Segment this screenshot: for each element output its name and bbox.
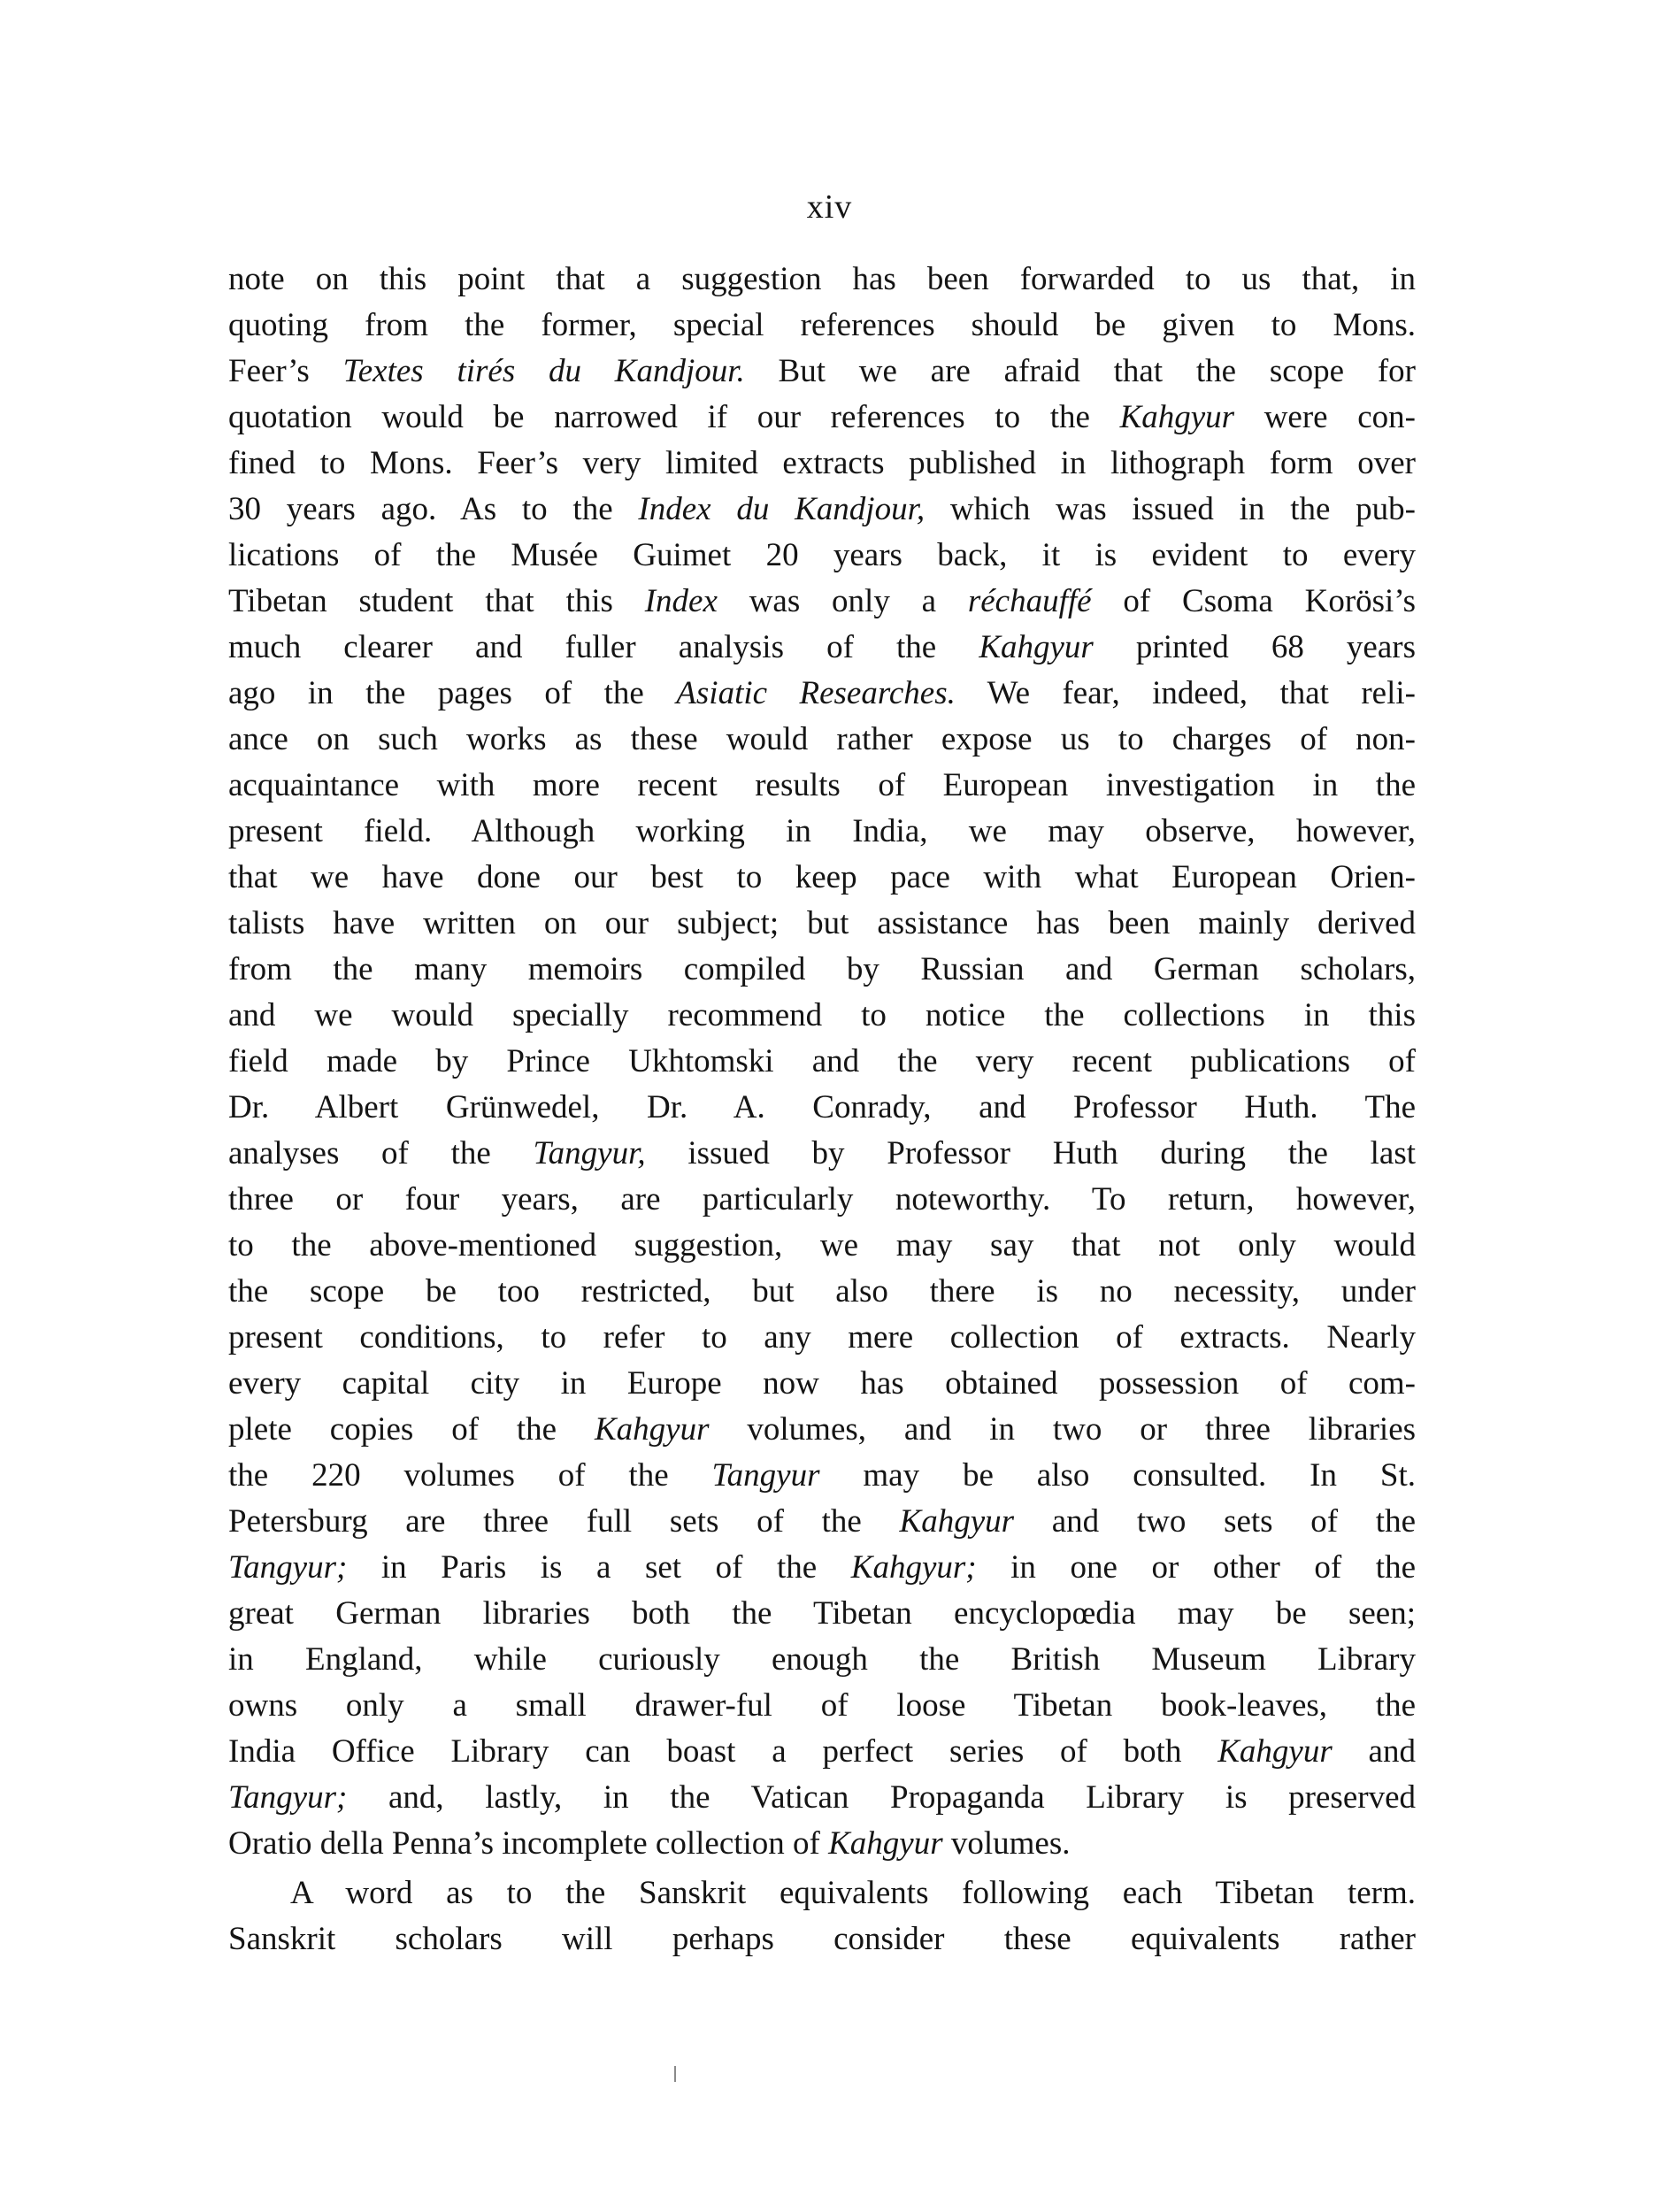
text-run: much clearer and fuller analysis of the bbox=[228, 629, 979, 665]
text-run: to the above-mentioned suggestion, we may say that not only would bbox=[228, 1227, 1416, 1263]
text-line bbox=[228, 533, 1416, 579]
text-line bbox=[228, 257, 1416, 303]
italic-title: Tangyur; bbox=[228, 1549, 348, 1586]
text-run: and we would specially recommend to notice the collections in this bbox=[228, 997, 1416, 1033]
text-run: ago in the pages of the bbox=[228, 675, 677, 711]
text-line bbox=[228, 1870, 1416, 1916]
text-line bbox=[228, 303, 1416, 349]
text-run: and two sets of the bbox=[1014, 1503, 1416, 1540]
text-line bbox=[228, 1361, 1416, 1407]
text-run: present field. Although working in India, we may observe, however, bbox=[228, 813, 1416, 849]
text-line bbox=[228, 1269, 1416, 1315]
text-line bbox=[228, 1453, 1416, 1499]
text-run: the 220 volumes of the bbox=[228, 1457, 712, 1494]
text-line bbox=[228, 1039, 1416, 1085]
text-line bbox=[228, 1131, 1416, 1177]
text-run: and bbox=[1332, 1733, 1416, 1770]
text-line bbox=[228, 1499, 1416, 1545]
italic-title: Kahgyur; bbox=[850, 1549, 977, 1586]
text-run: the scope be too restricted, but also there is no necessity, under bbox=[228, 1273, 1416, 1310]
text-line bbox=[228, 487, 1416, 533]
text-line bbox=[228, 1821, 1416, 1867]
text-run: was only a bbox=[717, 583, 968, 619]
italic-title: Tangyur; bbox=[228, 1779, 348, 1816]
text-line bbox=[228, 809, 1416, 855]
italic-title: Asiatic Researches. bbox=[676, 675, 956, 711]
text-run: great German libraries both the Tibetan encyclopœdia may be seen; bbox=[228, 1595, 1416, 1632]
text-run: Sanskrit scholars will perhaps consider these equivalents rather bbox=[228, 1921, 1416, 1957]
text-run: were con- bbox=[1234, 399, 1416, 435]
text-run: fined to Mons. Feer’s very limited extracts published in lithograph form over bbox=[228, 445, 1416, 481]
text-run: present conditions, to refer to any mere collection of extracts. Nearly bbox=[228, 1319, 1416, 1356]
text-run: printed 68 years bbox=[1093, 629, 1416, 665]
text-run: issued by Professor Huth during the last bbox=[645, 1135, 1416, 1171]
text-run: 30 years ago. As to the bbox=[228, 491, 639, 527]
text-line bbox=[228, 1085, 1416, 1131]
text-run: may be also consulted. In St. bbox=[819, 1457, 1416, 1494]
text-run: in England, while curiously enough the British Museum Library bbox=[228, 1641, 1416, 1678]
text-line bbox=[228, 395, 1416, 441]
text-run: note on this point that a suggestion has been forwarded to us that, in bbox=[228, 261, 1416, 297]
text-line bbox=[228, 441, 1416, 487]
italic-title: Index bbox=[644, 583, 718, 619]
text-line bbox=[228, 1545, 1416, 1591]
page-number: xiv bbox=[806, 188, 853, 226]
text-line bbox=[228, 579, 1416, 625]
text-line bbox=[228, 1591, 1416, 1637]
paper-speck bbox=[674, 2066, 676, 2082]
text-line bbox=[228, 1315, 1416, 1361]
text-run: of Csoma Korösi’s bbox=[1091, 583, 1416, 619]
text-run: in one or other of the bbox=[976, 1549, 1416, 1586]
text-line bbox=[228, 1916, 1416, 1962]
text-line bbox=[228, 1637, 1416, 1683]
text-line bbox=[228, 1729, 1416, 1775]
italic-title: Tangyur, bbox=[533, 1135, 646, 1171]
text-line bbox=[228, 855, 1416, 901]
italic-title: Index du Kandjour, bbox=[638, 491, 926, 527]
text-line bbox=[228, 901, 1416, 947]
text-run: Oratio della Penna’s incomplete collection of bbox=[228, 1825, 829, 1862]
text-run: acquaintance with more recent results of European investigation in the bbox=[228, 767, 1416, 803]
text-run: Feer’s bbox=[228, 353, 343, 389]
text-run: Tibetan student that this bbox=[228, 583, 645, 619]
text-run: Dr. Albert Grünwedel, Dr. A. Conrady, and Professor Huth. The bbox=[228, 1089, 1416, 1125]
text-run: India Office Library can boast a perfect series of both bbox=[228, 1733, 1218, 1770]
text-run: owns only a small drawer-ful of loose Tibetan book-leaves, the bbox=[228, 1687, 1416, 1724]
italic-title: réchauffé bbox=[967, 583, 1092, 619]
body-text bbox=[228, 257, 1416, 1962]
text-run: We fear, indeed, that reli- bbox=[955, 675, 1416, 711]
text-run: volumes, and in two or three libraries bbox=[709, 1411, 1417, 1448]
text-line bbox=[228, 349, 1416, 395]
italic-title: Kahgyur bbox=[979, 629, 1094, 665]
text-line bbox=[228, 625, 1416, 671]
text-run: quoting from the former, special references should be given to Mons. bbox=[228, 307, 1416, 343]
text-run: every capital city in Europe now has obtained possession of com- bbox=[228, 1365, 1416, 1402]
text-line bbox=[228, 717, 1416, 763]
text-run: But we are afraid that the scope for bbox=[744, 353, 1417, 389]
italic-title: Textes tirés du Kandjour. bbox=[342, 353, 745, 389]
text-run: quotation would be narrowed if our references to the bbox=[228, 399, 1120, 435]
italic-title: Kahgyur bbox=[1119, 399, 1235, 435]
text-run: plete copies of the bbox=[228, 1411, 595, 1448]
text-line bbox=[228, 1775, 1416, 1821]
text-run: Petersburg are three full sets of the bbox=[228, 1503, 900, 1540]
italic-title: Tangyur bbox=[711, 1457, 820, 1494]
text-run: that we have done our best to keep pace with what European Orien- bbox=[228, 859, 1416, 895]
text-run: and, lastly, in the Vatican Propaganda Library is preserved bbox=[347, 1779, 1416, 1816]
text-line bbox=[228, 993, 1416, 1039]
italic-title: Kahgyur bbox=[1217, 1733, 1333, 1770]
text-run: field made by Prince Ukhtomski and the very recent publications of bbox=[228, 1043, 1416, 1079]
text-run: analyses of the bbox=[228, 1135, 534, 1171]
text-line bbox=[228, 671, 1416, 717]
text-run: in Paris is a set of the bbox=[347, 1549, 851, 1586]
text-run: lications of the Musée Guimet 20 years back, it is evident to every bbox=[228, 537, 1416, 573]
text-line bbox=[228, 763, 1416, 809]
text-line bbox=[228, 1177, 1416, 1223]
text-line bbox=[228, 947, 1416, 993]
italic-title: Kahgyur bbox=[595, 1411, 710, 1448]
text-run: volumes. bbox=[942, 1825, 1071, 1862]
text-run: talists have written on our subject; but assistance has been mainly derived bbox=[228, 905, 1416, 941]
text-line bbox=[228, 1223, 1416, 1269]
text-run: three or four years, are particularly noteworthy. To return, however, bbox=[228, 1181, 1416, 1217]
text-run: ance on such works as these would rather expose us to charges of non- bbox=[228, 721, 1416, 757]
italic-title: Kahgyur bbox=[828, 1825, 943, 1862]
text-line bbox=[228, 1407, 1416, 1453]
italic-title: Kahgyur bbox=[899, 1503, 1015, 1540]
text-run: A word as to the Sanskrit equivalents following each Tibetan term. bbox=[290, 1875, 1416, 1911]
text-line bbox=[228, 1683, 1416, 1729]
text-run: which was issued in the pub- bbox=[925, 491, 1416, 527]
text-run: from the many memoirs compiled by Russian and German scholars, bbox=[228, 951, 1416, 987]
